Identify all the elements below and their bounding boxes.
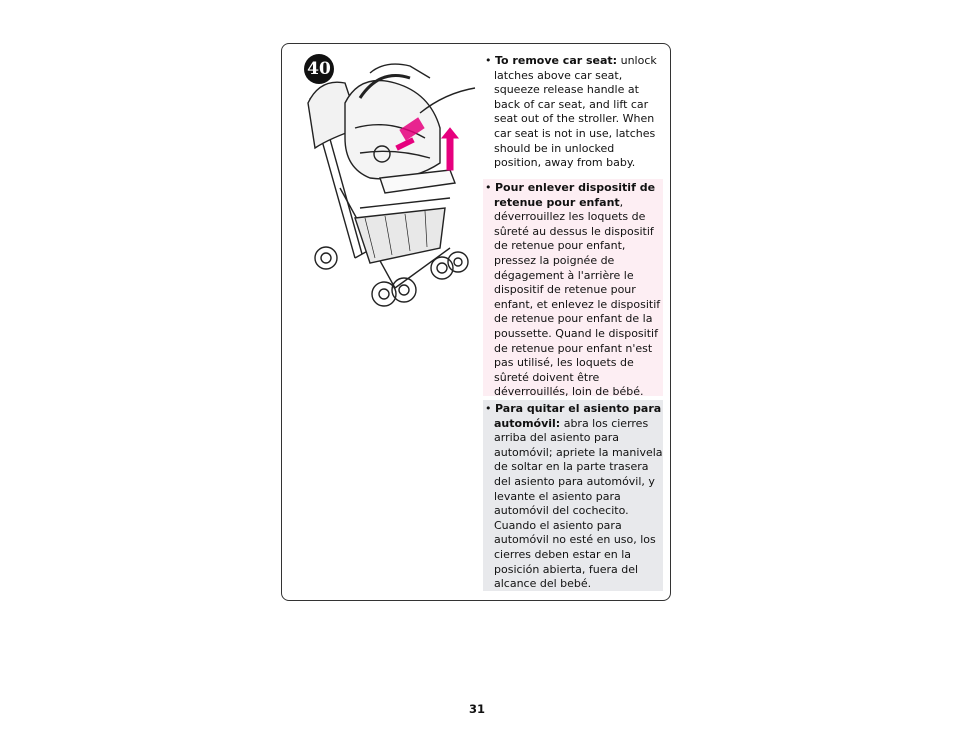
step-number-badge: 40 [304, 54, 334, 84]
spanish-instructions: • Para quitar el asiento para automóvil: abra los cierres arriba del asiento para automóvil; apriete la manivela de soltar en la parte trasera del asiento para automóvil, y levante el asiento para automóvil del cochecito. Cuando el asiento para automóvil no esté en uso, los cierres deben estar en la posición abierta, fuera del alcance del bebé. [485, 402, 663, 591]
spanish-body: abra los cierres arriba del asiento para automóvil; apriete la manivela de soltar en la parte trasera del asiento para automóvil, y levante el asiento para automóvil del cochecito. Cuando el asiento para automóvil no esté en uso, los cierres deben estar en la posición abierta, fuera del alcance del bebé. [494, 416, 663, 591]
french-instructions: • Pour enlever dispositif de retenue pour enfant, déverrouillez les loquets de sûreté au dessus le dispositif de retenue pour enfant, pressez la poignée de dégagement à l'arrière le dispositif de retenue pour enfant, et enlevez le dispositif de retenue pour enfant de la poussette. Quand le dispositif de retenue pour enfant n'est pas utilisé, les loquets de sûreté doivent être déverrouillés, loin de bébé. [483, 179, 663, 396]
english-body: unlock latches above car seat, squeeze release handle at back of car seat, and lift car seat out of the stroller. When car seat is not in use, latches should be in unlocked position, away from baby. [494, 54, 657, 170]
french-heading: Pour enlever dispositif de retenue pour enfant [494, 181, 656, 209]
spanish-heading: Para quitar el asiento para automóvil: [494, 402, 662, 430]
stroller-car-seat-illustration [300, 58, 480, 328]
english-instructions: • To remove car seat: unlock latches above car seat, squeeze release handle at back of car seat, and lift car seat out of the stroller. When car seat is not in use, latches should be in unlocked position, away from baby. [485, 54, 657, 170]
english-heading: To remove car seat: [495, 54, 618, 67]
french-body: , déverrouillez les loquets de sûreté au dessus le dispositif de retenue pour enfant, pressez la poignée de dégagement à l'arrière le dispositif de retenue pour enfant, et enlevez le dispositif de retenue pour enfant de la poussette. Quand le dispositif de retenue pour enfant n'est pas utilisé, les loquets de sûreté doivent être déverrouillés, loin de bébé. [494, 195, 661, 399]
page-number: 31 [468, 702, 485, 716]
